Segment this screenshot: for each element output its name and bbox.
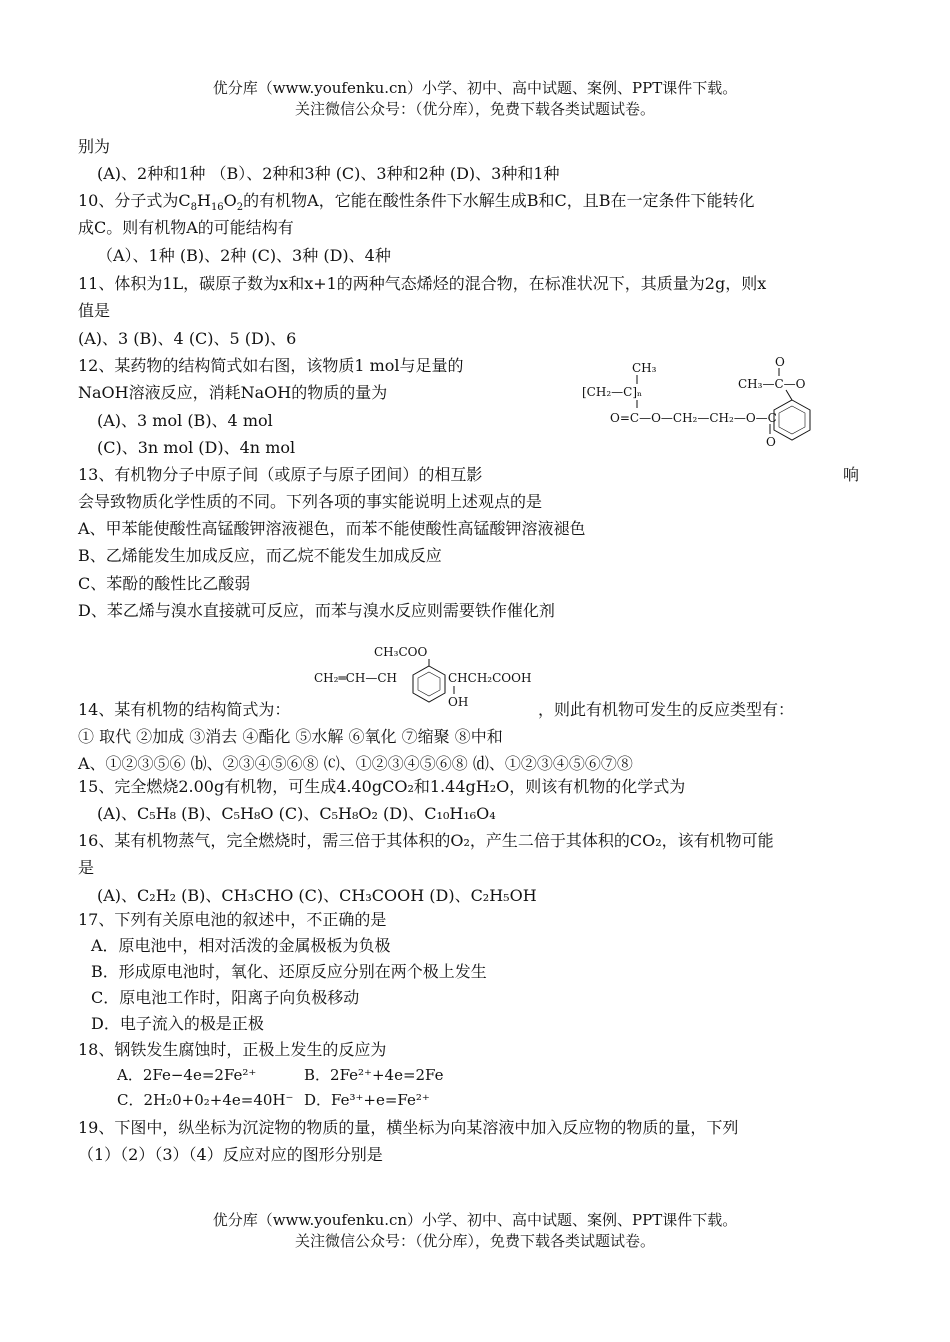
q16-options: (A)、C₂H₂ (B)、CH₃CHO (C)、CH₃COOH (D)、C₂H₅OH [97,886,537,905]
q13-option-c: C、苯酚的酸性比乙酸弱 [78,574,251,593]
q15-line-1: 15、完全燃烧2.00g有机物，可生成4.40gCO₂和1.44gH₂O，则该有机物的化学式为 [78,777,686,796]
q14-structure-diagram [312,642,552,712]
q13-option-a: A、甲苯能使酸性高锰酸钾溶液褪色，而苯不能使酸性高锰酸钾溶液褪色 [78,519,586,538]
q12-bond-ring-o [786,390,792,400]
q14-benzene-inner [418,672,440,696]
q12-line-1: 12、某药物的结构简式如右图，该物质1 mol与足量的 [78,356,464,375]
q14-reaction-types: ① 取代 ②加成 ③消去 ④酯化 ⑤水解 ⑥氧化 ⑦缩聚 ⑧中和 [78,727,503,746]
q9-options: (A)、2种和1种 （B）、2种和3种 (C)、3种和2种 (D)、3种和1种 [97,164,560,183]
q17-option-d: D．电子流入的极是正极 [91,1014,264,1033]
q10-line-2: 成C。则有机物A的可能结构有 [78,218,294,237]
q14-stem: 14、某有机物的结构简式为： [78,700,291,719]
q12-struct-chain: [CH₂—C]ₙ [582,385,643,399]
q11-line-1: 11、体积为1L，碳原子数为x和x+1的两种气态烯烃的混合物，在标准状况下，其质量为2g，则x [78,274,767,293]
q15-options: (A)、C₅H₈ (B)、C₅H₈O (C)、C₅H₈O₂ (D)、C₁₀H₁₆O₄ [97,804,496,823]
q18-option-b: B．2Fe²⁺+4e=2Fe [304,1066,444,1084]
q14-stem-tail: ，则此有机物可发生的反应类型有： [538,700,795,719]
q17-option-b: B．形成原电池时，氧化、还原反应分别在两个极上发生 [91,962,487,981]
q14-struct-oh: OH [448,695,469,709]
q14-options: A、①②③⑤⑥ ⒝、②③④⑤⑥⑧ ⒞、①②③④⑤⑥⑧ ⒟、①②③④⑤⑥⑦⑧ [78,754,633,773]
q12-benzene-inner [779,406,805,434]
q12-options-cd: (C)、3n mol (D)、4n mol [97,438,296,457]
q12-struct-ch3co: CH₃—C—O [738,377,806,391]
q19-line-2: （1）（2）（3）（4）反应对应的图形分别是 [78,1145,383,1164]
q18-option-d: D．Fe³⁺+e=Fe²⁺ [304,1091,430,1109]
q16-line-2: 是 [78,858,95,877]
q12-structure-diagram [580,352,830,452]
footer-line-2: 关注微信公众号：（优分库），免费下载各类试题试卷。 [294,1232,655,1250]
q12-struct-o-top: O [775,355,785,369]
q14-struct-left: CH₂═CH—CH [314,671,397,685]
q18-option-c: C．2H₂0+0₂+4e=40H⁻ [117,1091,294,1109]
q13-option-b: B、乙烯能发生加成反应，而乙烷不能发生加成反应 [78,546,442,565]
q12-line-2: NaOH溶液反应，消耗NaOH的物质的量为 [78,383,388,402]
q11-options: (A)、3 (B)、4 (C)、5 (D)、6 [78,329,297,348]
q17-option-c: C．原电池工作时，阳离子向负极移动 [91,988,360,1007]
q10-mid-1: H [196,191,211,210]
footer-line-1: 优分库（www.youfenku.cn）小学、初中、高中试题、案例、PPT课件下载。 [212,1211,738,1229]
q11-line-2: 值是 [78,301,111,320]
q10-stem [78,188,755,213]
q13-line-1-end: 响 [843,465,860,484]
header-line-2: 关注微信公众号：（优分库），免费下载各类试题试卷。 [294,100,655,118]
q10-mid-2: O [223,191,237,210]
q12-struct-o-bottom: O [766,435,776,449]
q10-stem-pre: 10、分子式为C [78,191,191,210]
q13-line-1: 13、有机物分子中原子间（或原子与原子团间）的相互影 [78,465,483,484]
q16-line-1: 16、某有机物蒸气，完全燃烧时，需三倍于其体积的O₂，产生二倍于其体积的CO₂，该有机物可能 [78,831,774,850]
q14-struct-right: CHCH₂COOH [448,671,532,685]
q18-stem: 18、钢铁发生腐蚀时，正极上发生的反应为 [78,1040,387,1059]
q10-stem-post: 的有机物A，它能在酸性条件下水解生成B和C，且B在一定条件下能转化 [243,191,755,210]
q14-struct-top: CH₃COO [374,645,428,659]
q13-option-d: D、苯乙烯与溴水直接就可反应，而苯与溴水反应则需要铁作催化剂 [78,601,555,620]
q13-line-2: 会导致物质化学性质的不同。下列各项的事实能说明上述观点的是 [78,492,543,511]
q18-option-a: A．2Fe−4e=2Fe²⁺ [117,1066,257,1084]
q17-stem: 17、下列有关原电池的叙述中，不正确的是 [78,910,387,929]
q12-options-ab: (A)、3 mol (B)、4 mol [97,411,273,430]
q10-sub-1: 8 [190,202,197,214]
q10-sub-2: 16 [210,202,224,214]
q10-options: （A）、1种 (B)、2种 (C)、3种 (D)、4种 [97,246,391,265]
q10-sub-3: 2 [236,202,244,214]
q17-option-a: A．原电池中，相对活泼的金属极板为负极 [91,936,391,955]
q12-struct-ch3: CH₃ [632,361,657,375]
q19-line-1: 19、下图中，纵坐标为沉淀物的物质的量，横坐标为向某溶液中加入反应物的物质的量，下列 [78,1118,739,1137]
q9-tail: 别为 [78,137,111,156]
header-line-1: 优分库（www.youfenku.cn）小学、初中、高中试题、案例、PPT课件下载。 [212,79,738,97]
q12-struct-ester: O=C—O—CH₂—CH₂—O—C [610,411,777,425]
